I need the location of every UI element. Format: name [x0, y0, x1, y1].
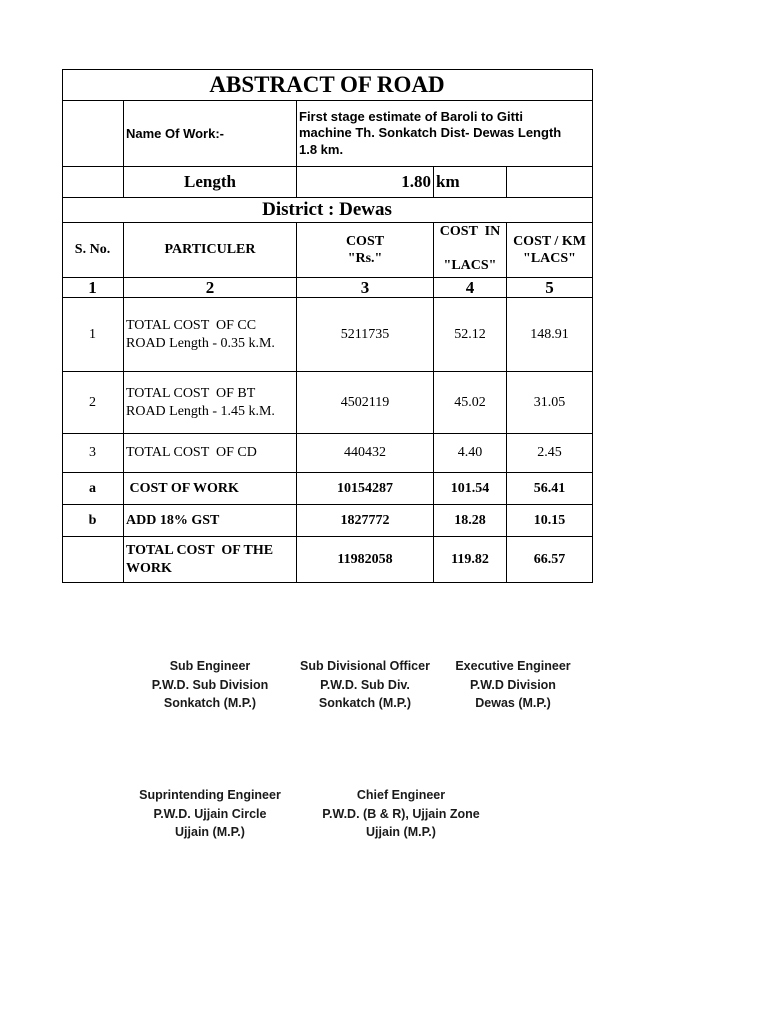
column-number-1	[62, 278, 124, 298]
header-cost-line1: COST	[345, 234, 385, 249]
table-row-a-lacs-text: 101.54	[450, 480, 490, 496]
district-text: District : Dewas	[262, 199, 392, 220]
header-cost-line2: "Rs."	[347, 251, 383, 266]
length-unit-text: km	[436, 172, 460, 191]
table-row-3-cost-text: 440432	[344, 445, 386, 460]
table-row-a-particular	[124, 473, 297, 505]
table-row-total-cost-text: 11982058	[337, 551, 393, 567]
signatory-office: P.W.D. Sub Div.	[320, 677, 410, 692]
table-title-text: ABSTRACT OF ROAD	[209, 71, 445, 97]
column-number-1-text: 1	[88, 277, 97, 297]
abstract-table	[62, 69, 593, 583]
signatory-title: Chief Engineer	[356, 788, 446, 802]
column-number-2	[124, 278, 297, 298]
table-row-2-lacs	[434, 372, 507, 434]
signatory-office: P.W.D. Sub Division	[151, 677, 269, 692]
table-row-a-particular-text: COST OF WORK	[126, 480, 239, 496]
table-row-3-per-km	[507, 434, 593, 473]
table-row-1-particular	[124, 298, 297, 372]
header-cost-lacs-line1: COST IN	[439, 224, 501, 239]
table-row-3-particular-text: TOTAL COST OF CD	[126, 445, 257, 460]
length-empty-cell-right	[507, 167, 593, 198]
column-number-3	[297, 278, 434, 298]
table-row-b-lacs	[434, 505, 507, 537]
table-row-3-cost	[297, 434, 434, 473]
table-row-1-per-km	[507, 298, 593, 372]
column-number-5-text: 5	[545, 277, 554, 297]
table-row-2-per-km	[507, 372, 593, 434]
header-cost	[297, 223, 434, 278]
column-number-2-text: 2	[205, 277, 215, 297]
table-row-b-per-km	[507, 505, 593, 537]
signatory-title: Suprintending Engineer	[139, 788, 281, 802]
table-row-a-cost	[297, 473, 434, 505]
table-row-3-lacs	[434, 434, 507, 473]
signatory-title: Sub Engineer	[169, 659, 251, 673]
table-row-2-sno	[62, 372, 124, 434]
table-row-1-sno	[62, 298, 124, 372]
table-row-b-per-km-text: 10.15	[533, 512, 566, 528]
table-row-2-cost	[297, 372, 434, 434]
table-row-b-cost-text: 1827772	[340, 512, 390, 528]
table-row-a-sno	[62, 473, 124, 505]
table-row-1-lacs-text: 52.12	[454, 326, 486, 342]
table-row-b-sno	[62, 505, 124, 537]
length-value-text: 1.80	[401, 172, 431, 191]
table-row-total-particular	[124, 537, 297, 583]
name-of-work-label	[124, 101, 297, 167]
signatory-sub-engineer	[120, 657, 300, 713]
table-row-2-lacs-text: 45.02	[454, 394, 486, 410]
signatory-title: Sub Divisional Officer	[300, 659, 430, 673]
table-row-b-cost	[297, 505, 434, 537]
table-row-3-per-km-text: 2.45	[537, 445, 562, 460]
table-title	[62, 69, 593, 101]
name-of-work-value	[297, 101, 593, 167]
table-row-b-particular	[124, 505, 297, 537]
length-empty-cell	[62, 167, 124, 198]
table-row-b-particular-text: ADD 18% GST	[126, 512, 220, 528]
length-value	[297, 167, 434, 198]
name-of-work-label-text: Name Of Work:-	[126, 126, 224, 141]
table-row-a-per-km	[507, 473, 593, 505]
table-row-1-cost-text: 5211735	[340, 326, 390, 342]
table-row-3-sno-text: 3	[89, 445, 96, 460]
table-row-2-cost-text: 4502119	[340, 394, 390, 410]
signatory-executive-engineer	[423, 657, 603, 713]
length-label-text: Length	[184, 172, 236, 191]
table-row-3-lacs-text: 4.40	[457, 445, 483, 460]
name-of-work-value-text: First stage estimate of Baroli to Gitti machine Th. Sonkatch Dist- Dewas Length 1.8 km.	[299, 108, 562, 157]
header-cost-lacs-line2: "LACS"	[443, 258, 497, 273]
signatory-location: Dewas (M.P.)	[475, 696, 551, 710]
signatory-superintending-engineer	[120, 786, 300, 842]
table-row-b-lacs-text: 18.28	[454, 512, 486, 528]
header-cost-lacs	[434, 223, 507, 278]
length-unit	[434, 167, 507, 198]
table-row-1-lacs	[434, 298, 507, 372]
table-row-1-sno-text: 1	[89, 326, 96, 342]
table-row-total-lacs	[434, 537, 507, 583]
header-cost-per-km-line2: "LACS"	[523, 251, 576, 266]
header-cost-per-km	[507, 223, 593, 278]
header-sno	[62, 223, 124, 278]
signatory-title: Executive Engineer	[455, 659, 571, 673]
signatory-location: Ujjain (M.P.)	[175, 825, 245, 839]
length-label	[124, 167, 297, 198]
signatory-location: Ujjain (M.P.)	[366, 825, 436, 839]
table-row-3-particular	[124, 434, 297, 473]
table-row-total-particular-text: TOTAL COST OF THE WORK	[126, 543, 277, 576]
column-number-3-text: 3	[360, 277, 370, 297]
table-row-total-per-km	[507, 537, 593, 583]
table-row-1-per-km-text: 148.91	[530, 326, 569, 342]
signatory-office: P.W.D Division	[470, 677, 556, 692]
signatory-location: Sonkatch (M.P.)	[318, 696, 412, 710]
table-row-a-sno-text: a	[89, 480, 96, 496]
table-row-1-cost	[297, 298, 434, 372]
table-row-total-cost	[297, 537, 434, 583]
table-row-a-cost-text: 10154287	[337, 480, 393, 496]
header-particular	[124, 223, 297, 278]
table-row-total-per-km-text: 66.57	[533, 551, 566, 567]
header-particular-text: PARTICULER	[164, 242, 256, 257]
table-row-a-per-km-text: 56.41	[533, 480, 566, 496]
table-row-2-per-km-text: 31.05	[533, 394, 566, 410]
table-row-1-particular-text: TOTAL COST OF CC ROAD Length - 0.35 k.M.	[126, 318, 275, 351]
district-row	[62, 198, 593, 223]
name-of-work-empty-cell	[62, 101, 124, 167]
column-number-5	[507, 278, 593, 298]
column-number-4-text: 4	[465, 277, 475, 297]
table-row-total-lacs-text: 119.82	[451, 551, 489, 567]
header-cost-per-km-line1: COST / KM	[513, 234, 586, 249]
table-row-2-particular-text: TOTAL COST OF BT ROAD Length - 1.45 k.M.	[126, 386, 275, 419]
signatory-location: Sonkatch (M.P.)	[163, 696, 257, 710]
signatory-chief-engineer	[296, 786, 506, 842]
table-row-2-particular	[124, 372, 297, 434]
signatory-office: P.W.D. (B & R), Ujjain Zone	[322, 806, 480, 821]
table-row-b-sno-text: b	[88, 512, 97, 528]
table-row-3-sno	[62, 434, 124, 473]
signatory-office: P.W.D. Ujjain Circle	[153, 806, 267, 821]
header-sno-text: S. No.	[74, 242, 111, 257]
column-number-4	[434, 278, 507, 298]
table-row-total-sno	[62, 537, 124, 583]
table-row-a-lacs	[434, 473, 507, 505]
table-row-2-sno-text: 2	[89, 394, 96, 410]
